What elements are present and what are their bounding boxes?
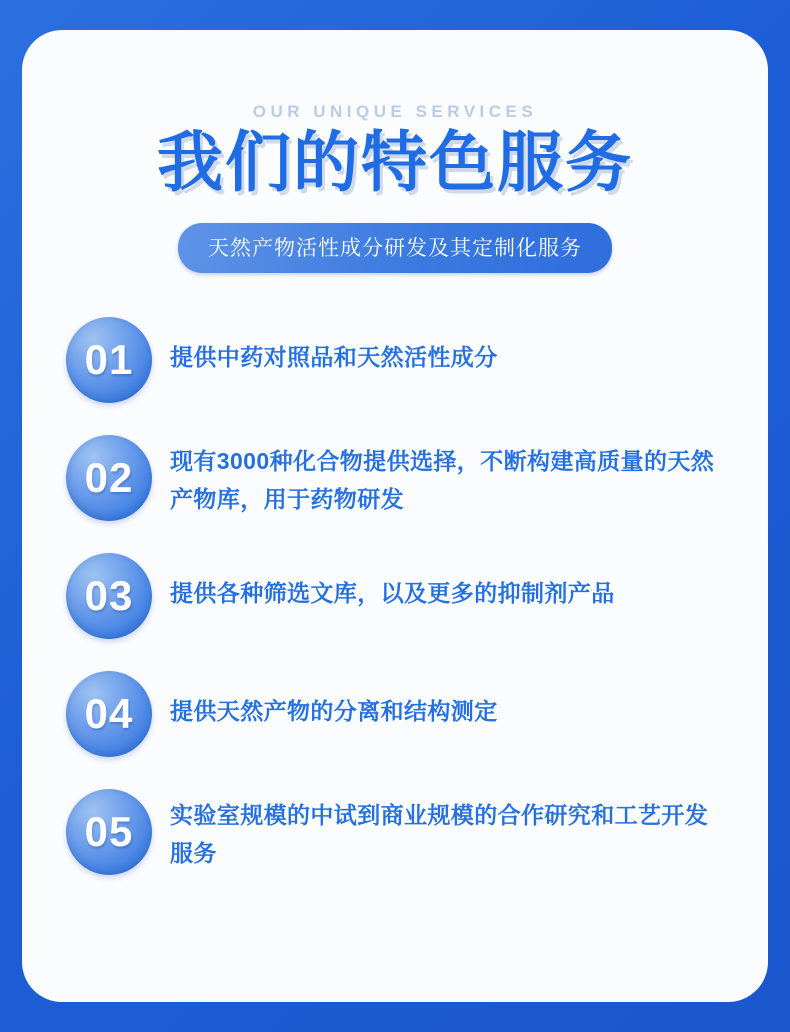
list-item [66,671,724,757]
service-card [22,30,768,1002]
service-number-badge: 02 [66,435,152,521]
service-item-label: 现有3000种化合物提供选择，不断构建高质量的天然产物库，用于药物研发 [170,448,715,512]
service-item-label: 提供中药对照品和天然活性成分 [170,344,498,371]
service-number-badge: 03 [66,553,152,639]
eyebrow-text: OUR UNIQUE SERVICES [252,102,538,121]
subtitle-pill: 天然产物活性成分研发及其定制化服务 [178,223,612,273]
list-item [66,435,724,521]
list-item [66,317,724,403]
list-item [66,553,724,639]
service-item-label: 提供各种筛选文库，以及更多的抑制剂产品 [170,580,615,607]
service-number-badge: 04 [66,671,152,757]
service-list [66,317,724,875]
service-item-label: 提供天然产物的分离和结构测定 [170,698,498,725]
service-number-badge: 01 [66,317,152,403]
list-item [66,789,724,875]
service-item-label: 实验室规模的中试到商业规模的合作研究和工艺开发服务 [170,802,709,866]
service-number-badge: 05 [66,789,152,875]
subtitle-container [66,223,724,273]
page-title: 我们的特色服务 [157,125,633,199]
